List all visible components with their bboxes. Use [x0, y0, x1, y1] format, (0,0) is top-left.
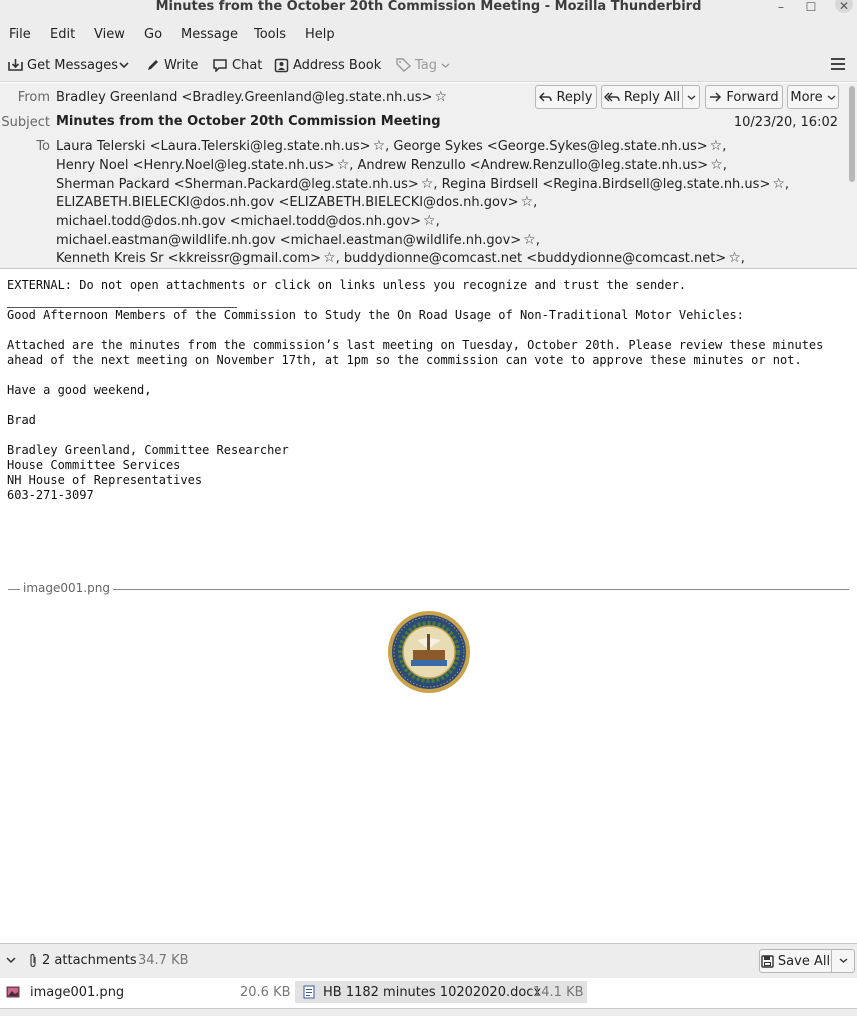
recipient[interactable]: Kenneth Kreis Sr <kkreissr@gmail.com>: [56, 251, 322, 266]
closing-text: Have a good weekend,: [7, 383, 152, 397]
forward-label: Forward: [726, 89, 779, 105]
forward-icon: [709, 92, 722, 102]
recipient[interactable]: Regina Birdsell <Regina.Birdsell@leg.state.nh.us>: [441, 177, 771, 192]
star-icon[interactable]: ☆: [710, 157, 723, 173]
chat-label: Chat: [232, 57, 263, 73]
menu-file[interactable]: File: [9, 27, 31, 42]
reply-button[interactable]: [535, 85, 597, 109]
reply-all-dropdown[interactable]: [682, 85, 700, 109]
greeting-text: Good Afternoon Members of the Commission to Study the On Road Usage of Non-Traditional Motor Vehicles:: [7, 308, 744, 322]
message-date: 10/23/20, 16:02: [733, 115, 838, 130]
header-scrollbar[interactable]: [849, 86, 855, 182]
tag-icon: [396, 58, 411, 72]
reply-label: Reply: [556, 89, 593, 105]
attachment-total-size: 34.7 KB: [138, 953, 189, 968]
body-paragraph-line: Attached are the minutes from the commission’s last meeting on Tuesday, October 20th. Please review these minutes: [7, 338, 824, 352]
status-bar: [0, 1008, 857, 1016]
recipient-line: Laura Telerski <Laura.Telerski@leg.state.nh.us> ☆, George Sykes <George.Sykes@leg.state.nh.us> ☆,: [56, 138, 727, 154]
to-label: To: [36, 139, 50, 154]
recipient[interactable]: michael.eastman@wildlife.nh.gov <michael.eastman@wildlife.nh.gov>: [56, 233, 522, 248]
chevron-down-icon: [441, 62, 450, 69]
attachment-count[interactable]: [28, 953, 137, 968]
recipient[interactable]: George Sykes <George.Sykes@leg.state.nh.us>: [393, 139, 708, 154]
recipient[interactable]: Henry Noel <Henry.Noel@leg.state.nh.us>: [56, 158, 335, 173]
get-messages-dropdown[interactable]: [119, 56, 129, 74]
body-paragraph-line: ahead of the next meeting on November 17th, at 1pm so the commission can vote to approve these minutes or not.: [7, 353, 802, 367]
recipient[interactable]: Sherman Packard <Sherman.Packard@leg.state.nh.us>: [56, 177, 419, 192]
signature-phone: 603-271-3097: [7, 488, 94, 502]
attachment-size: 20.6 KB: [240, 984, 291, 1000]
more-label: More: [790, 89, 823, 105]
save-all-dropdown[interactable]: [831, 949, 855, 973]
reply-all-button[interactable]: [601, 85, 683, 109]
more-button[interactable]: [787, 85, 839, 109]
app-menu-icon[interactable]: [831, 58, 845, 73]
window-title: Minutes from the October 20th Commission Meeting - Mozilla Thunderbird: [155, 0, 702, 14]
address-book-icon: [274, 58, 289, 73]
menu-go[interactable]: Go: [144, 27, 163, 42]
attachment-bar: [0, 943, 857, 978]
window-titlebar: [0, 0, 857, 22]
message-body: [0, 270, 857, 942]
chevron-down-icon: [687, 94, 696, 101]
save-all-label: Save All: [777, 953, 831, 969]
star-icon[interactable]: ☆: [523, 232, 536, 248]
save-disk-icon: [761, 955, 774, 968]
menu-bar: [0, 22, 857, 48]
star-icon[interactable]: ☆: [420, 176, 434, 192]
save-all-button[interactable]: [759, 949, 831, 973]
star-icon[interactable]: ☆: [372, 138, 386, 154]
maximize-icon[interactable]: ☐: [805, 0, 817, 14]
address-book-button[interactable]: [274, 56, 381, 74]
chat-bubble-icon: [212, 58, 228, 72]
main-toolbar: [0, 48, 857, 82]
star-icon[interactable]: ☆: [336, 157, 350, 173]
menu-message[interactable]: Message: [181, 27, 238, 42]
from-field[interactable]: [56, 89, 447, 105]
image-file-icon: [6, 985, 20, 999]
tag-button[interactable]: [396, 56, 450, 74]
attachment-name: image001.png: [30, 984, 125, 1000]
star-icon[interactable]: ☆: [423, 213, 436, 229]
from-label: From: [17, 90, 50, 105]
forward-button[interactable]: [705, 85, 783, 109]
attachment-item[interactable]: [6, 981, 292, 1003]
address-book-label: Address Book: [293, 57, 382, 73]
recipient[interactable]: ELIZABETH.BIELECKI@dos.nh.gov <ELIZABETH.BIELECKI@dos.nh.gov>: [56, 195, 519, 210]
paperclip-icon: [28, 953, 38, 968]
signature-name: Bradley Greenland, Committee Researcher: [7, 443, 289, 457]
download-tray-icon: [8, 58, 23, 72]
menu-tools[interactable]: Tools: [254, 27, 287, 42]
attachment-item-selected[interactable]: [295, 981, 587, 1003]
get-messages-label: Get Messages: [27, 57, 119, 73]
chat-button[interactable]: [212, 56, 262, 74]
attachment-name: HB 1182 minutes 10202020.docx: [323, 984, 542, 1000]
reply-all-label: Reply All: [623, 89, 681, 105]
pencil-icon: [146, 58, 160, 72]
chevron-down-icon: [839, 957, 848, 964]
star-icon[interactable]: ☆: [323, 250, 336, 266]
menu-edit[interactable]: Edit: [50, 27, 76, 42]
attachment-count-label: 2 attachments: [42, 953, 137, 968]
tag-label: Tag: [415, 57, 438, 73]
get-messages-button[interactable]: [8, 56, 118, 74]
document-file-icon: [302, 985, 316, 999]
recipient-line: Henry Noel <Henry.Noel@leg.state.nh.us> ☆, Andrew Renzullo <Andrew.Renzullo@leg.state.nh.us> ☆,: [56, 157, 727, 173]
reply-all-icon: [604, 91, 620, 103]
star-icon[interactable]: ☆: [709, 138, 723, 154]
signature-org: NH House of Representatives: [7, 473, 203, 487]
chevron-down-icon: [827, 94, 836, 101]
inline-attachment-label: image001.png: [20, 581, 113, 595]
subject-label: Subject: [1, 115, 50, 130]
attachment-list: [0, 978, 857, 1008]
state-seal-image[interactable]: [387, 610, 471, 694]
signature-dept: House Committee Services: [7, 458, 181, 472]
star-icon[interactable]: ☆: [728, 250, 741, 266]
recipient[interactable]: Andrew Renzullo <Andrew.Renzullo@leg.state.nh.us>: [357, 158, 709, 173]
subject-text: Minutes from the October 20th Commission Meeting: [56, 114, 441, 129]
recipient[interactable]: buddydionne@comcast.net <buddydionne@comcast.net>: [343, 251, 727, 266]
recipient-line: michael.eastman@wildlife.nh.gov <michael.eastman@wildlife.nh.gov> ☆,: [56, 232, 540, 248]
recipient[interactable]: michael.todd@dos.nh.gov <michael.todd@dos.nh.gov>: [56, 214, 422, 229]
recipient-line: michael.todd@dos.nh.gov <michael.todd@dos.nh.gov> ☆,: [56, 213, 440, 229]
attachment-toggle-icon[interactable]: [6, 953, 16, 967]
external-warning: EXTERNAL: Do not open attachments or click on links unless you recognize and trust the sender.: [7, 278, 687, 292]
minimize-icon[interactable]: –: [778, 0, 784, 14]
chevron-down-icon: [119, 61, 129, 69]
star-icon[interactable]: ☆: [520, 194, 534, 210]
recipient[interactable]: Laura Telerski <Laura.Telerski@leg.state.nh.us>: [56, 139, 371, 154]
recipient-line: Kenneth Kreis Sr <kkreissr@gmail.com> ☆, buddydionne@comcast.net <buddydionne@comcast.net> ☆,: [56, 250, 745, 266]
menu-view[interactable]: View: [94, 27, 125, 42]
recipient-line: Sherman Packard <Sherman.Packard@leg.state.nh.us> ☆, Regina Birdsell <Regina.Birdsell@leg.state.nh.us> ☆,: [56, 176, 790, 192]
inline-attachment-divider: [8, 589, 849, 590]
close-icon[interactable]: ✕: [835, 0, 853, 13]
attachment-size: 14.1 KB: [533, 984, 584, 1000]
write-label: Write: [164, 57, 199, 73]
star-icon[interactable]: ☆: [772, 176, 785, 192]
menu-help[interactable]: Help: [305, 27, 335, 42]
reply-icon: [539, 91, 552, 103]
recipient-line: ELIZABETH.BIELECKI@dos.nh.gov <ELIZABETH.BIELECKI@dos.nh.gov> ☆,: [56, 194, 538, 210]
star-icon[interactable]: ☆: [434, 89, 448, 105]
sign-off: Brad: [7, 413, 36, 427]
from-address[interactable]: Bradley Greenland <Bradley.Greenland@leg.state.nh.us>: [56, 90, 433, 105]
message-header: [0, 83, 857, 269]
write-button[interactable]: [146, 56, 198, 74]
